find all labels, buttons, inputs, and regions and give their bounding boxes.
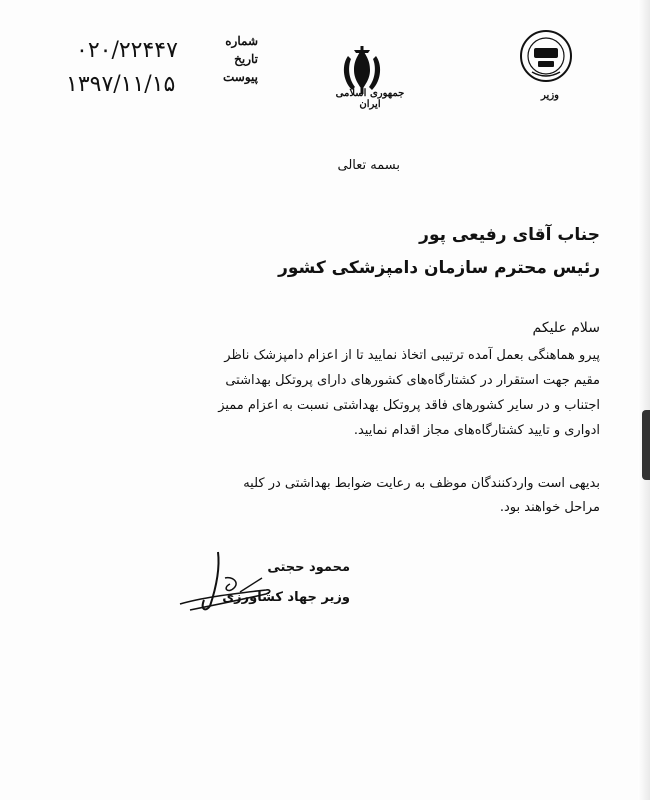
paragraph-2-line-1: بدیهی است واردکنندگان موظف به رعایت ضوابط بهداشتی در کلیه [243, 476, 600, 491]
paragraph-2-line-2: مراحل خواهند بود. [499, 500, 600, 515]
addressee-name: جناب آقای رفیعی پور [419, 225, 600, 245]
paragraph-1-line-1: پیرو هماهنگی بعمل آمده ترتیبی اتخاذ نمایید تا از اعزام دامپزشک ناظر [224, 348, 600, 363]
paragraph-1-line-3: اجتناب و در سایر کشورهای فاقد پروتکل بهداشتی نسبت به اعزام ممیز [218, 398, 600, 413]
emblem-caption: جمهوری اسلامی ایران [335, 88, 405, 110]
meta-labels [198, 32, 258, 86]
scroll-edge-shadow [642, 410, 650, 480]
handwritten-signature-icon [170, 548, 280, 618]
date-label: تاریخ [234, 52, 258, 66]
letter-date: ۱۳۹۷/۱۱/۱۵ [66, 72, 176, 97]
paragraph-1-line-2: مقیم جهت استقرار در کشتارگاه‌های کشورهای دارای پروتکل بهداشتی [225, 373, 600, 388]
signer-name: محمود حجتی [267, 560, 350, 575]
attachment-label: پیوست [223, 70, 258, 84]
signer-title: وزیر جهاد کشاورزی [222, 590, 350, 605]
number-label: شماره [225, 34, 258, 48]
logo-caption: وزیر [541, 90, 559, 101]
page-edge [638, 0, 650, 800]
addressee-title: رئیس محترم سازمان دامپزشکی کشور [278, 258, 600, 278]
letter-number: ۰۲۰/۲۲۴۴۷ [76, 38, 178, 63]
salutation: سلام علیکم [532, 320, 600, 336]
paragraph-1-line-4: ادواری و تایید کشتارگاه‌های مجاز اقدام نمایید. [353, 423, 600, 438]
jahad-keshavarzi-logo-icon [518, 28, 574, 84]
bismillah: بسمه تعالی [337, 158, 400, 173]
